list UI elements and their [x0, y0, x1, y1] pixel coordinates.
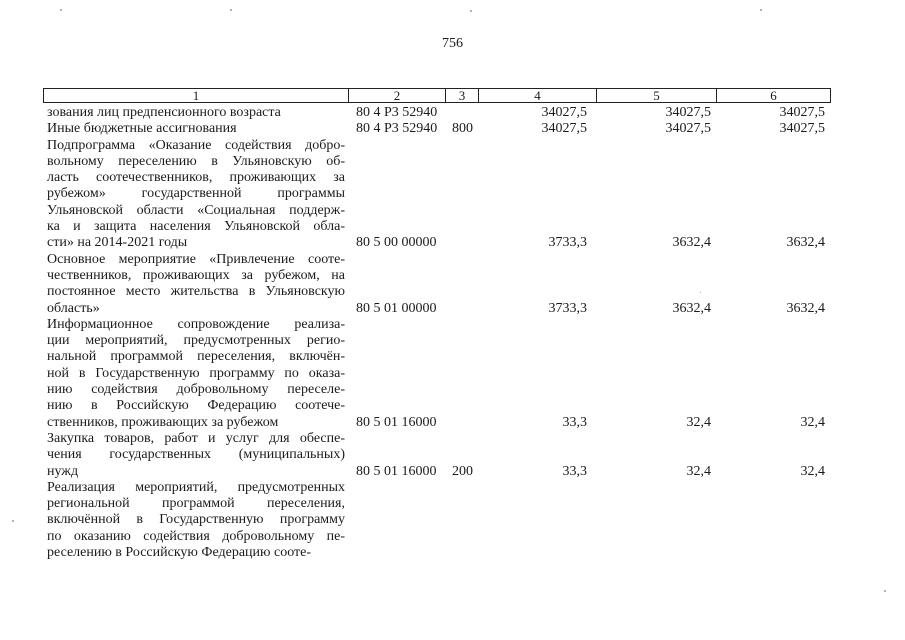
- header-col-4: 4: [479, 89, 597, 102]
- scan-speck: [230, 9, 232, 11]
- description-line: по оказанию содействия добровольному пе-: [47, 528, 345, 544]
- description-line: Ульяновской области «Социальная поддерж-: [47, 202, 345, 218]
- description-line: Иные бюджетные ассигнования: [47, 121, 237, 137]
- amount-col-4: 34027,5: [541, 121, 587, 137]
- description-line: сти» на 2014-2021 годы: [47, 235, 188, 251]
- description-line: нальной программой переселения, включён-: [47, 349, 345, 365]
- header-col-5: 5: [597, 89, 717, 102]
- description-line: включённой в Государственную программу: [47, 512, 345, 528]
- expense-type-code: 800: [452, 121, 473, 137]
- amount-col-5: 32,4: [686, 414, 711, 430]
- description-line: Реализация мероприятий, предусмотренных: [47, 479, 345, 495]
- description-line: реселению в Российскую Федерацию сооте-: [47, 545, 311, 561]
- table-row: [0, 138, 905, 252]
- amount-col-5: 32,4: [686, 463, 711, 479]
- description-line: нужд: [47, 463, 79, 479]
- table-row: [0, 252, 905, 317]
- description-line: вольному переселению в Ульяновскую об-: [47, 153, 345, 169]
- target-article-code: 80 5 01 00000: [356, 300, 437, 316]
- description-line: нию в Российскую Федерацию соотече-: [47, 398, 345, 414]
- table-row: [0, 317, 905, 431]
- amount-col-5: 3632,4: [672, 235, 711, 251]
- scan-speck: [12, 520, 14, 522]
- amount-col-6: 3632,4: [786, 300, 825, 316]
- amount-col-5: 34027,5: [665, 121, 711, 137]
- scan-speck: [60, 9, 62, 11]
- amount-col-6: 32,4: [800, 463, 825, 479]
- description-line: ной в Государственную программу по оказа-: [47, 365, 345, 381]
- amount-col-6: 32,4: [800, 414, 825, 430]
- amount-col-6: 34027,5: [779, 105, 825, 120]
- description-line: чественников, проживающих за рубежом, на: [47, 267, 345, 283]
- description-line: Основное мероприятие «Привлечение сооте-: [47, 251, 345, 267]
- amount-col-4: 3733,3: [548, 235, 587, 251]
- row-description: [47, 138, 345, 252]
- description-line: ка и защита населения Ульяновской обла-: [47, 219, 345, 235]
- table-row: [0, 121, 905, 137]
- header-col-6: 6: [770, 88, 777, 103]
- row-description: [47, 105, 345, 121]
- table-header: [43, 88, 831, 103]
- target-article-code: 80 5 00 00000: [356, 235, 437, 251]
- header-col-3: 3: [446, 89, 479, 102]
- amount-col-6: 3632,4: [786, 235, 825, 251]
- table-row: [0, 105, 905, 121]
- row-description: [47, 252, 345, 317]
- scan-speck: [470, 10, 472, 12]
- scan-speck: [760, 9, 762, 11]
- table-row: [0, 480, 905, 562]
- description-line: нию содействия добровольному переселе-: [47, 382, 345, 398]
- table-row: [0, 431, 905, 480]
- amount-col-5: 34027,5: [665, 105, 711, 120]
- scan-speck: [884, 590, 886, 592]
- amount-col-4: 3733,3: [548, 300, 587, 316]
- description-line: региональной программой переселения,: [47, 496, 345, 512]
- amount-col-4: 34027,5: [541, 105, 587, 120]
- amount-col-4: 33,3: [562, 414, 587, 430]
- row-description: [47, 480, 345, 561]
- header-col-1: 1: [44, 89, 349, 102]
- page-number: 756: [442, 36, 463, 51]
- expense-type-code: 200: [452, 463, 473, 479]
- target-article-code: 80 5 01 16000: [356, 414, 437, 430]
- row-description: [47, 317, 345, 431]
- amount-col-4: 33,3: [562, 463, 587, 479]
- description-line: Информационное сопровождение реализа-: [47, 316, 345, 332]
- description-line: чения государственных (муниципальных): [47, 447, 345, 463]
- description-line: область»: [47, 300, 100, 316]
- description-line: ласть соотечественников, проживающих за: [47, 170, 345, 186]
- row-description: [47, 431, 345, 480]
- scan-speck: [700, 292, 701, 293]
- amount-col-6: 34027,5: [779, 121, 825, 137]
- amount-col-5: 3632,4: [672, 300, 711, 316]
- target-article-code: 80 4 P3 52940: [356, 121, 438, 137]
- target-article-code: 80 5 01 16000: [356, 463, 437, 479]
- description-line: ственников, проживающих за рубежом: [47, 414, 279, 430]
- description-line: ции мероприятий, предусмотренных регио-: [47, 333, 345, 349]
- description-line: постоянное место жительства в Ульяновскую: [47, 284, 345, 300]
- target-article-code: 80 4 P3 52940: [356, 105, 438, 120]
- description-line: Закупка товаров, работ и услуг для обеспе-: [47, 431, 345, 446]
- description-line: зования лиц предпенсионного возраста: [47, 105, 281, 120]
- description-line: рубежом» государственной программы: [47, 186, 345, 202]
- description-line: Подпрограмма «Оказание содействия добро-: [47, 137, 345, 153]
- header-col-2: 2: [349, 89, 446, 102]
- row-description: [47, 121, 345, 137]
